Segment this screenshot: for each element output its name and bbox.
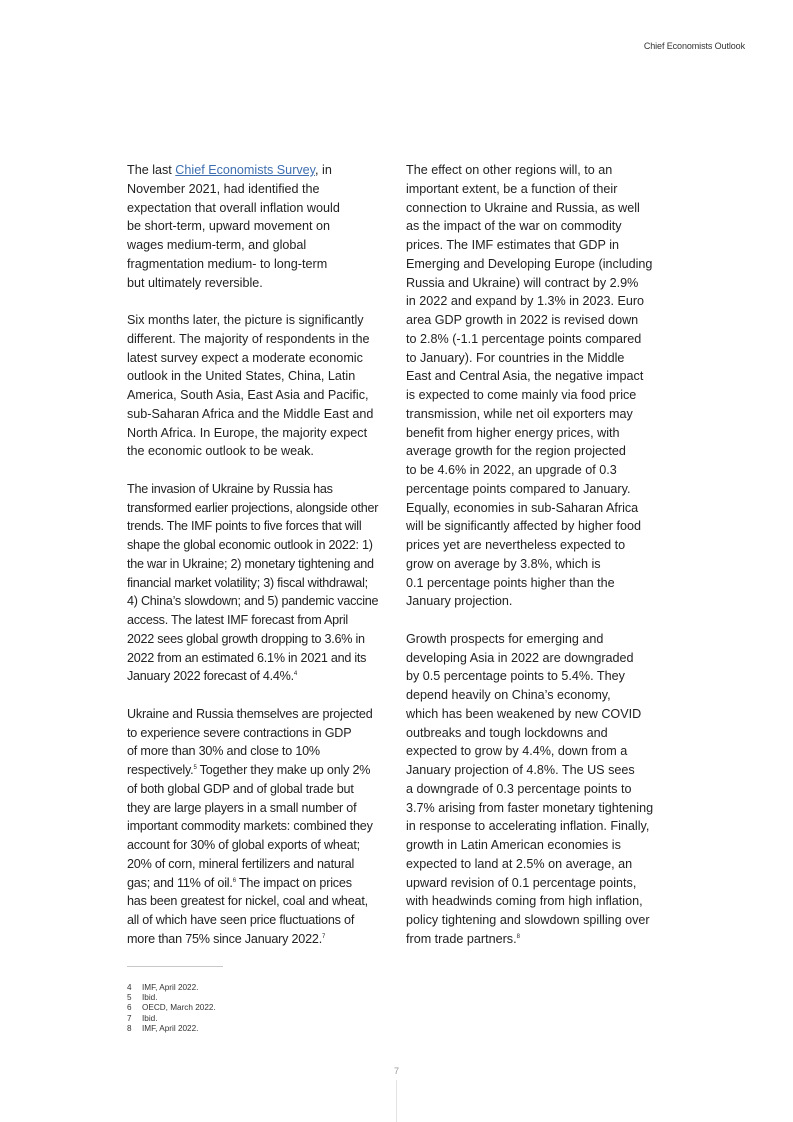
text-line: Emerging and Developing Europe (including [406, 256, 653, 271]
text-line [127, 161, 389, 180]
footnote-text: Ibid. [142, 993, 158, 1003]
text-line: of more than 30% and close to 10% [127, 744, 320, 759]
text-line: outbreaks and tough lockdowns and [406, 725, 608, 740]
text-line: financial market volatility; 3) fiscal withdrawal; [127, 575, 368, 590]
text-line: they are large players in a small number of [127, 800, 357, 815]
text-run: more than 75% since January 2022. [127, 931, 323, 946]
text-line: in 2022 and expand by 1.3% in 2023. Euro [406, 294, 645, 309]
text-line: in response to accelerating inflation. Finally, [406, 819, 650, 834]
text-line: 2022 from an estimated 6.1% in 2021 and its [127, 650, 367, 665]
text-line: Ukraine and Russia themselves are projected [127, 706, 373, 721]
text-line: expected to grow by 4.4%, down from a [406, 744, 628, 759]
footnote-item [127, 1014, 216, 1024]
footnotes [127, 983, 216, 1034]
text-line: with headwinds coming from high inflation, [406, 894, 643, 909]
text-run: The last [127, 163, 176, 177]
text-line: policy tightening and slowdown spilling over [406, 913, 650, 927]
footnote-ref-6[interactable]: 6 [232, 877, 236, 884]
text-line [127, 930, 389, 949]
text-line: expectation that overall inflation would [127, 200, 340, 215]
footnote-ref-7[interactable]: 7 [322, 933, 326, 940]
text-line: by 0.5 percentage points to 5.4%. They [406, 669, 625, 684]
text-line: 4) China’s slowdown; and 5) pandemic vaccine [127, 594, 379, 609]
text-run: Together they make up only 2% [196, 763, 371, 777]
text-line: be short-term, upward movement on [127, 219, 330, 234]
text-line: percentage points compared to January. [406, 481, 631, 496]
text-line: to experience severe contractions in GDP [127, 725, 352, 740]
text-line [127, 761, 389, 780]
text-line: to be 4.6% in 2022, an upgrade of 0.3 [406, 463, 617, 477]
text-line: East and Central Asia, the negative impact [406, 369, 644, 384]
footnote-item [127, 983, 216, 993]
text-line: has been greatest for nickel, coal and wheat, [127, 894, 368, 909]
text-line: connection to Ukraine and Russia, as well [406, 200, 640, 215]
text-line: November 2021, had identified the [127, 181, 320, 196]
footnote-divider [127, 966, 223, 967]
text-line: prices yet are nevertheless expected to [406, 538, 626, 552]
text-line: upward revision of 0.1 percentage points, [406, 875, 637, 890]
text-line: Growth prospects for emerging and [406, 631, 604, 646]
footnote-text: Ibid. [142, 1013, 158, 1023]
footnote-number: 4 [127, 983, 132, 992]
paragraph-survey-recap [127, 161, 389, 292]
footnote-item [127, 993, 216, 1003]
text-line: of both global GDP and of global trade but [127, 781, 354, 796]
footnote-number: 5 [127, 993, 132, 1003]
paragraph-invasion-projections [127, 480, 389, 686]
text-line: is expected to come mainly via food price [406, 388, 637, 402]
footnote-ref-8[interactable]: 8 [516, 933, 520, 940]
text-line: 2022 sees global growth dropping to 3.6% in [127, 631, 365, 646]
text-line: fragmentation medium- to long-term [127, 256, 328, 271]
paragraph-other-regions [406, 161, 668, 611]
page-divider [396, 1080, 397, 1122]
footnote-item [127, 1003, 216, 1013]
text-line: 0.1 percentage points higher than the [406, 575, 615, 590]
text-line: to 2.8% (-1.1 percentage points compared [406, 331, 642, 346]
text-line: different. The majority of respondents in the [127, 331, 370, 346]
text-line [127, 667, 389, 686]
paragraph-ukraine-russia [127, 705, 389, 949]
text-line: but ultimately reversible. [127, 275, 263, 290]
text-line: North Africa. In Europe, the majority expect [127, 425, 368, 440]
text-line: Russia and Ukraine) will contract by 2.9% [406, 275, 639, 290]
paragraph-six-months-later [127, 311, 389, 461]
text-line: transformed earlier projections, alongside other [127, 500, 379, 515]
text-run: respectively. [127, 763, 194, 777]
footnote-item [127, 1024, 216, 1034]
text-line: benefit from higher energy prices, with [406, 425, 620, 440]
text-line: expected to land at 2.5% on average, an [406, 856, 633, 871]
text-line: January projection of 4.8%. The US sees [406, 763, 635, 777]
text-run: gas; and 11% of oil. [127, 875, 233, 890]
text-line: important extent, be a function of their [406, 181, 618, 196]
footnote-number: 7 [127, 1013, 132, 1023]
text-line [127, 874, 389, 893]
footnote-number: 6 [127, 1003, 132, 1013]
text-line: transmission, while net oil exporters may [406, 406, 633, 421]
text-run: January 2022 forecast of 4.4%. [127, 669, 294, 684]
text-line: trends. The IMF points to five forces that will [127, 519, 362, 534]
text-line: the economic outlook to be weak. [127, 444, 314, 459]
text-line: sub-Saharan Africa and the Middle East and [127, 406, 374, 421]
text-line: as the impact of the war on commodity [406, 219, 622, 234]
paragraph-growth-prospects [406, 630, 668, 949]
text-line: The invasion of Ukraine by Russia has [127, 481, 333, 496]
footnote-ref-4[interactable]: 4 [293, 671, 297, 678]
text-run: from trade partners. [406, 931, 517, 946]
footnote-text: IMF, April 2022. [142, 983, 199, 992]
running-header: Chief Economists Outlook [643, 41, 745, 51]
text-line: The effect on other regions will, to an [406, 163, 613, 177]
text-line: shape the global economic outlook in 2022: 1) [127, 538, 373, 552]
text-line: developing Asia in 2022 are downgraded [406, 650, 634, 665]
text-line: growth in Latin American economies is [406, 838, 621, 852]
text-line: prices. The IMF estimates that GDP in [406, 238, 620, 252]
text-run: The impact on prices [235, 875, 352, 890]
left-column [127, 161, 389, 967]
text-line: area GDP growth in 2022 is revised down [406, 313, 639, 327]
text-line [406, 930, 668, 949]
text-line: America, South Asia, East Asia and Pacific, [127, 388, 369, 402]
text-line: Six months later, the picture is significantly [127, 313, 364, 327]
text-line: 20% of corn, mineral fertilizers and natural [127, 856, 355, 871]
text-line: 3.7% arising from faster monetary tightening [406, 800, 654, 815]
footnote-number: 8 [127, 1023, 132, 1033]
text-line: depend heavily on China’s economy, [406, 688, 611, 702]
chief-economists-survey-link[interactable]: Chief Economists Survey [175, 163, 316, 177]
text-line: to January). For countries in the Middle [406, 350, 625, 365]
text-line: grow on average by 3.8%, which is [406, 556, 601, 571]
footnote-text: IMF, April 2022. [142, 1023, 199, 1033]
text-line: important commodity markets: combined they [127, 819, 373, 834]
text-line: latest survey expect a moderate economic [127, 350, 363, 365]
text-line: a downgrade of 0.3 percentage points to [406, 781, 632, 796]
right-column [406, 161, 668, 967]
text-line: which has been weakened by new COVID [406, 706, 642, 721]
text-line: January projection. [406, 594, 513, 609]
footnote-text: OECD, March 2022. [142, 1003, 216, 1013]
text-line: access. The latest IMF forecast from April [127, 613, 348, 627]
text-line: account for 30% of global exports of wheat; [127, 838, 360, 852]
text-line: wages medium-term, and global [127, 238, 307, 252]
text-line: outlook in the United States, China, Latin [127, 369, 356, 384]
text-line: will be significantly affected by higher food [406, 519, 641, 534]
text-line: Equally, economies in sub-Saharan Africa [406, 500, 639, 515]
footnote-ref-5[interactable]: 5 [193, 765, 197, 771]
page-number: 7 [393, 1066, 399, 1076]
text-line: all of which have seen price fluctuations of [127, 913, 355, 927]
text-run: , in [315, 163, 332, 177]
text-line: average growth for the region projected [406, 444, 626, 459]
text-line: the war in Ukraine; 2) monetary tightening and [127, 556, 374, 571]
